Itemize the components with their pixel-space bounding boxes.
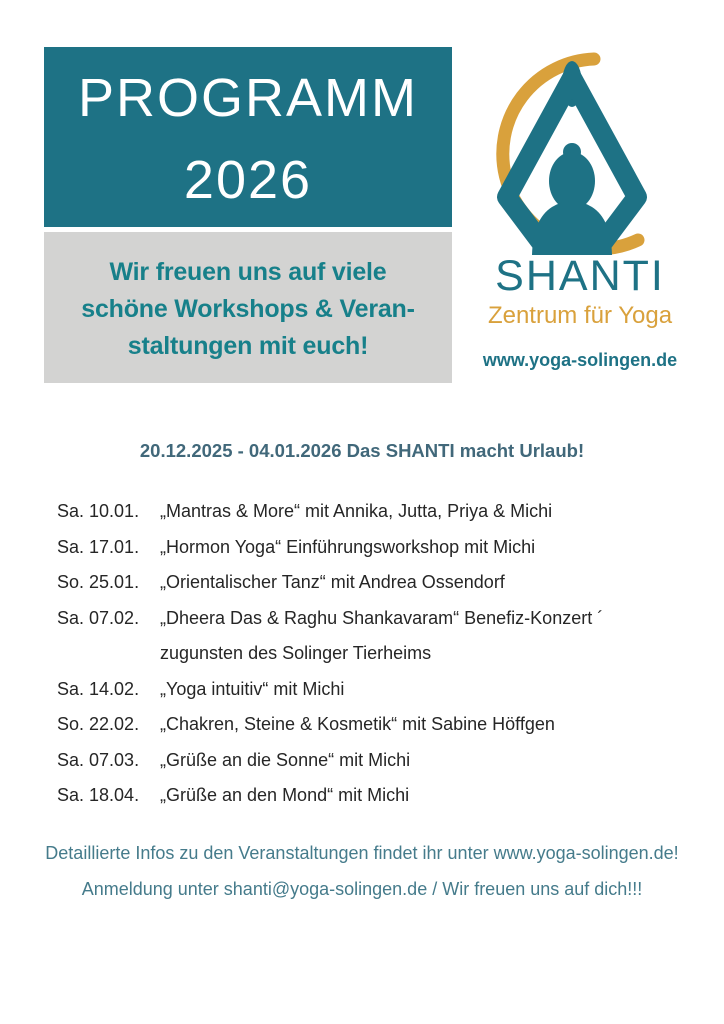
event-date: Sa. 10.01. [57,501,140,521]
brand-subtitle: Zentrum für Yoga [487,302,673,329]
shoulders-shape [532,201,612,255]
event-row [57,778,677,814]
program-title: PROGRAMM [78,68,418,128]
event-description: „Mantras & More“ mit Annika, Jutta, Priya & Michi [160,501,553,521]
event-description-line2: zugunsten des Solinger Tierheims [160,643,432,663]
welcome-box [44,232,452,383]
event-description: „Grüße an die Sonne“ mit Michi [160,749,411,770]
footer-info [0,836,724,907]
event-description: „Grüße an den Mond“ mit Michi [160,785,410,805]
welcome-text-line: Wir freuen uns auf viele [109,258,387,286]
event-description: „Yoga intuitiv“ mit Michi [160,678,345,699]
vacation-notice: 20.12.2025 - 04.01.2026 Das SHANTI macht Urlaub! [139,440,585,461]
event-row [57,530,677,566]
event-description: „Orientalischer Tanz“ mit Andrea Ossendorf [160,572,505,592]
footer-info-line: Detaillierte Infos zu den Veranstaltungen findet ihr unter www.yoga-solingen.de! [45,843,679,863]
event-row [57,565,677,601]
brand-name: SHANTI [495,252,665,300]
footer-signup-line: Anmeldung unter shanti@yoga-solingen.de / Wir freuen uns auf dich!!! [81,878,643,899]
event-description-line1: „Dheera Das & Raghu Shankavaram“ Benefiz-Konzert ´ [160,607,604,628]
program-year: 2026 [183,150,313,210]
event-date: Sa. 14.02. [57,678,140,699]
welcome-text-line: staltungen mit euch! [127,332,369,360]
event-date: Sa. 18.04. [57,785,140,805]
event-date: Sa. 07.02. [57,607,140,628]
event-description: „Hormon Yoga“ Einführungsworkshop mit Michi [160,536,536,557]
event-description [160,601,677,672]
event-date: So. 25.01. [57,572,140,592]
event-row [57,601,677,672]
event-date: So. 22.02. [57,714,140,734]
event-description: „Chakren, Steine & Kosmetik“ mit Sabine Höffgen [160,714,555,734]
event-date: Sa. 17.01. [57,536,140,557]
brand-website-url: www.yoga-solingen.de [482,350,678,370]
welcome-text-line: schöne Workshops & Veran- [81,295,415,323]
event-row [57,494,677,530]
event-date: Sa. 07.03. [57,749,140,770]
event-list [57,494,677,814]
event-row [57,743,677,779]
event-row [57,672,677,708]
program-title-box [44,47,452,227]
shanti-yoga-logo-icon [462,50,687,255]
event-row [57,707,677,743]
